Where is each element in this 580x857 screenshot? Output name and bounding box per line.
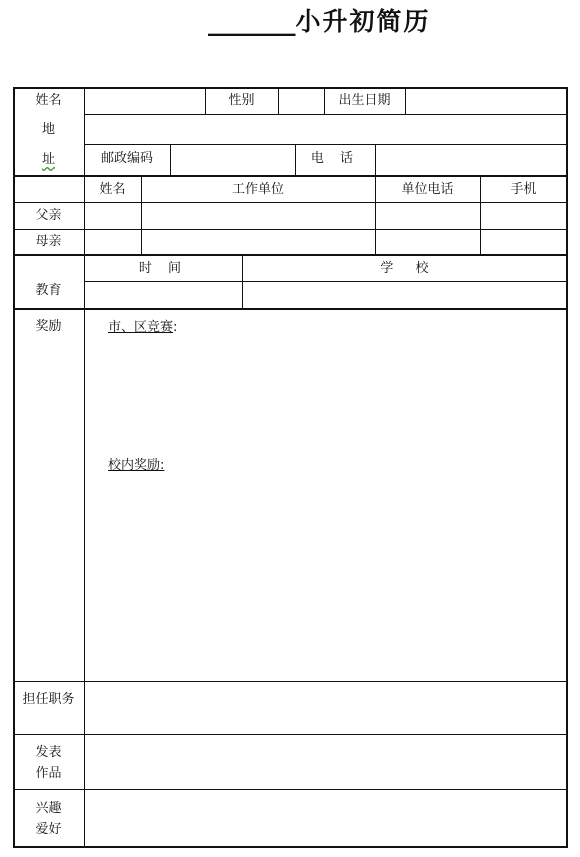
- hobbies-label-line2: 爱好: [35, 822, 62, 837]
- awards-city-colon: :: [173, 320, 178, 335]
- family-header-work-phone: 单位电话: [401, 182, 454, 197]
- awards-label: 奖励: [35, 319, 62, 334]
- gender-label: 性别: [228, 93, 255, 108]
- postcode-label: 邮政编码: [100, 151, 153, 166]
- family-row-label-mother: 母亲: [35, 234, 62, 249]
- works-label-line2: 作品: [35, 766, 62, 781]
- family-header-work: 工作单位: [231, 182, 284, 197]
- title-blank: _______: [208, 7, 296, 36]
- address-label-top: 地: [41, 122, 55, 137]
- works-label-line1: 发表: [35, 745, 62, 760]
- address-label-bottom: 址: [41, 152, 55, 167]
- phone-label: 电 话: [310, 151, 360, 166]
- education-label: 教育: [35, 283, 62, 298]
- positions-label: 担任职务: [22, 692, 75, 707]
- table-border-bottom: [13, 846, 568, 848]
- awards-city-district: [108, 320, 177, 336]
- table-border-top: [13, 87, 568, 89]
- hobbies-label-line1: 兴趣: [35, 801, 62, 816]
- name-label: 姓名: [35, 93, 62, 108]
- family-header-name: 姓名: [99, 182, 126, 197]
- birthdate-label: 出生日期: [338, 93, 391, 108]
- education-time-header: 时 间: [138, 261, 188, 276]
- awards-school: 校内奖励:: [108, 458, 165, 473]
- family-header-mobile: 手机: [510, 182, 537, 197]
- education-school-header: 学 校: [380, 261, 429, 276]
- title-text: 小升初简历: [295, 7, 431, 36]
- page-title: [208, 2, 431, 42]
- awards-city-district-text: 市、区竞赛: [108, 320, 174, 335]
- family-row-label-father: 父亲: [35, 208, 62, 223]
